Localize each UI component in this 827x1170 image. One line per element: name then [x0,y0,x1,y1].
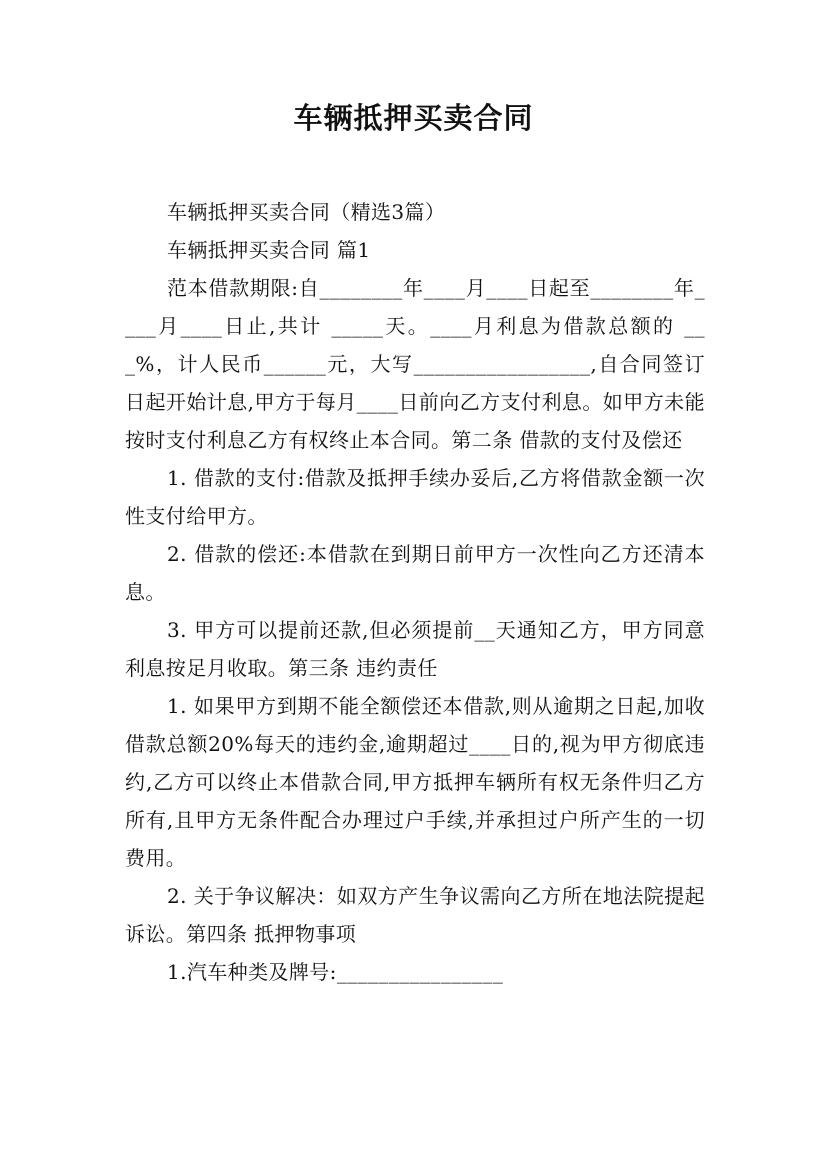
paragraph-vehicle-type: 1.汽车种类及牌号:________________ [167,960,504,984]
paragraph-default-liability: 1. 如果甲方到期不能全额偿还本借款,则从逾期之日起,加收借款总额20%每天的违约金,逾期超过____日的,视为甲方彻底违约,乙方可以终止本借款合同,甲方抵押车辆所有权无条件归乙方所有,且甲方无条件配合办理过户手续,并承担过户所产生的一切费用。 [125,694,705,870]
paragraph-subtitle: 车辆抵押买卖合同（精选3篇） [167,200,446,224]
paragraph-dispute-resolution: 2. 关于争议解决：如双方产生争议需向乙方所在地法院提起诉讼。第四条 抵押物事项 [125,884,705,946]
paragraph-loan-payment: 1. 借款的支付:借款及抵押手续办妥后,乙方将借款金额一次性支付给甲方。 [125,466,705,528]
paragraph-section-heading: 车辆抵押买卖合同 篇1 [167,238,371,262]
paragraph-loan-repayment: 2. 借款的偿还:本借款在到期日前甲方一次性向乙方还清本息。 [125,542,705,604]
document-title: 车辆抵押买卖合同 [293,101,534,135]
document-body [125,193,705,991]
paragraph-loan-term: 范本借款期限:自________年____月____日起至________年____月____日止,共计 _____天。____月利息为借款总额的 ___%，计人民币______元，大写_________________,自合同签订日起开始计息,甲方于每月____日前向乙方支付利息。如甲方未能按时支付利息乙方有权终止本合同。第二条 借款的支付及偿还 [125,276,705,452]
paragraph-early-repayment: 3. 甲方可以提前还款,但必须提前__天通知乙方，甲方同意利息按足月收取。第三条 违约责任 [125,618,705,680]
